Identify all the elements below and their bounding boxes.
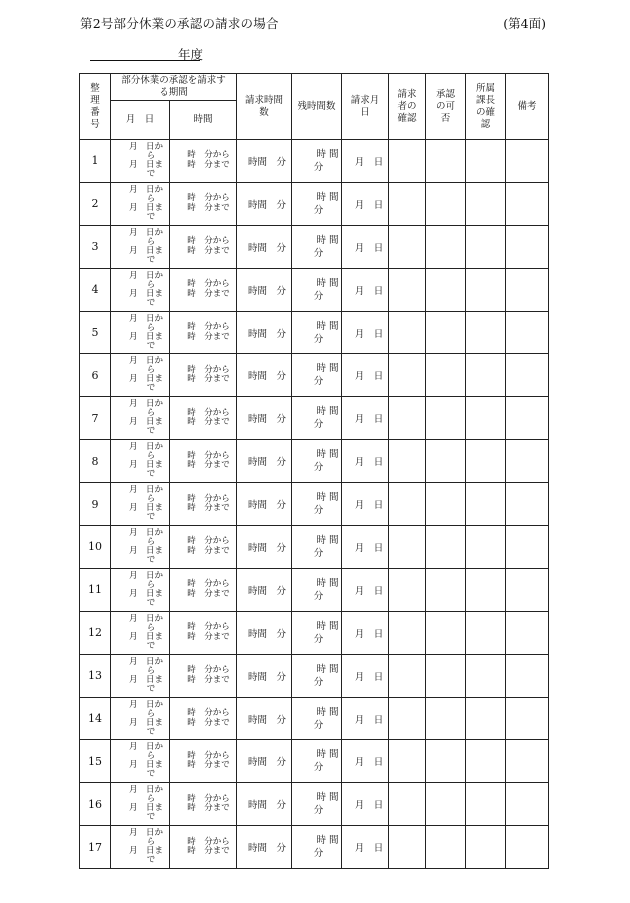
approval-cell[interactable] xyxy=(426,740,466,783)
row-number: 1 xyxy=(80,140,111,183)
date-cell[interactable]: 月 日か ら 月 日ま で xyxy=(111,826,170,869)
row-number: 13 xyxy=(80,654,111,697)
page-number: (第4面) xyxy=(503,16,546,31)
time-cell[interactable]: 時 分から 時 分まで xyxy=(170,611,237,654)
chief-confirm-cell[interactable] xyxy=(466,268,506,311)
chief-confirm-cell[interactable] xyxy=(466,526,506,569)
time-cell[interactable]: 時 分から 時 分まで xyxy=(170,568,237,611)
date-cell[interactable]: 月 日か ら 月 日ま で xyxy=(111,225,170,268)
time-cell[interactable]: 時 分から 時 分まで xyxy=(170,826,237,869)
request-hours-cell[interactable]: 時間 分 xyxy=(237,268,292,311)
request-month-cell[interactable]: 月 日 xyxy=(342,697,389,740)
table-row xyxy=(80,568,549,611)
time-cell[interactable]: 時 分から 時 分まで xyxy=(170,740,237,783)
table-row xyxy=(80,611,549,654)
remarks-cell[interactable] xyxy=(506,140,549,183)
remarks-cell[interactable] xyxy=(506,182,549,225)
date-cell[interactable]: 月 日か ら 月 日ま で xyxy=(111,611,170,654)
request-hours-cell[interactable]: 時間 分 xyxy=(237,654,292,697)
remaining-hours-cell[interactable]: 時 間 分 xyxy=(292,140,342,183)
approval-cell[interactable] xyxy=(426,483,466,526)
requester-confirm-cell[interactable] xyxy=(389,783,426,826)
time-cell[interactable]: 時 分から 時 分まで xyxy=(170,140,237,183)
requester-confirm-cell[interactable] xyxy=(389,182,426,225)
chief-confirm-cell[interactable] xyxy=(466,140,506,183)
request-hours-cell[interactable]: 時間 分 xyxy=(237,740,292,783)
row-number: 8 xyxy=(80,440,111,483)
date-cell[interactable]: 月 日か ら 月 日ま で xyxy=(111,397,170,440)
time-cell[interactable]: 時 分から 時 分まで xyxy=(170,783,237,826)
chief-confirm-cell[interactable] xyxy=(466,654,506,697)
approval-cell[interactable] xyxy=(426,268,466,311)
table-row xyxy=(80,783,549,826)
date-cell[interactable]: 月 日か ら 月 日ま で xyxy=(111,268,170,311)
request-month-cell[interactable]: 月 日 xyxy=(342,225,389,268)
row-number: 11 xyxy=(80,568,111,611)
remarks-cell[interactable] xyxy=(506,740,549,783)
time-cell[interactable]: 時 分から 時 分まで xyxy=(170,182,237,225)
remaining-hours-cell[interactable]: 時 間 分 xyxy=(292,225,342,268)
remaining-hours-cell[interactable]: 時 間 分 xyxy=(292,397,342,440)
request-month-cell[interactable]: 月 日 xyxy=(342,568,389,611)
remarks-cell[interactable] xyxy=(506,654,549,697)
header-requester-confirm: 請求者の確認 xyxy=(389,74,426,140)
table-row xyxy=(80,268,549,311)
chief-confirm-cell[interactable] xyxy=(466,483,506,526)
header-date: 月 日 xyxy=(111,101,170,140)
remarks-cell[interactable] xyxy=(506,611,549,654)
date-cell[interactable]: 月 日か ら 月 日ま で xyxy=(111,354,170,397)
remaining-hours-cell[interactable]: 時 間 分 xyxy=(292,311,342,354)
date-cell[interactable]: 月 日か ら 月 日ま で xyxy=(111,140,170,183)
approval-cell[interactable] xyxy=(426,783,466,826)
remaining-hours-cell[interactable]: 時 間 分 xyxy=(292,526,342,569)
time-cell[interactable]: 時 分から 時 分まで xyxy=(170,268,237,311)
year-label: 年度 xyxy=(178,47,204,62)
time-cell[interactable]: 時 分から 時 分まで xyxy=(170,440,237,483)
request-month-cell[interactable]: 月 日 xyxy=(342,440,389,483)
row-number: 10 xyxy=(80,526,111,569)
table-row xyxy=(80,225,549,268)
table-row xyxy=(80,397,549,440)
table-row xyxy=(80,440,549,483)
chief-confirm-cell[interactable] xyxy=(466,354,506,397)
request-hours-cell[interactable]: 時間 分 xyxy=(237,526,292,569)
remaining-hours-cell[interactable]: 時 間 分 xyxy=(292,440,342,483)
remarks-cell[interactable] xyxy=(506,826,549,869)
row-number: 9 xyxy=(80,483,111,526)
remaining-hours-cell[interactable]: 時 間 分 xyxy=(292,568,342,611)
header-remaining-hours: 残時間数 xyxy=(292,74,342,140)
remaining-hours-cell[interactable]: 時 間 分 xyxy=(292,483,342,526)
remarks-cell[interactable] xyxy=(506,526,549,569)
approval-cell[interactable] xyxy=(426,397,466,440)
remaining-hours-cell[interactable]: 時 間 分 xyxy=(292,654,342,697)
remaining-hours-cell[interactable]: 時 間 分 xyxy=(292,354,342,397)
requester-confirm-cell[interactable] xyxy=(389,268,426,311)
time-cell[interactable]: 時 分から 時 分まで xyxy=(170,225,237,268)
row-number: 5 xyxy=(80,311,111,354)
row-number: 4 xyxy=(80,268,111,311)
chief-confirm-cell[interactable] xyxy=(466,225,506,268)
header-chief-confirm: 所属課長の確認 xyxy=(466,74,506,140)
request-hours-cell[interactable]: 時間 分 xyxy=(237,440,292,483)
time-cell[interactable]: 時 分から 時 分まで xyxy=(170,397,237,440)
date-cell[interactable]: 月 日か ら 月 日ま で xyxy=(111,654,170,697)
approval-cell[interactable] xyxy=(426,826,466,869)
requester-confirm-cell[interactable] xyxy=(389,440,426,483)
header-period-group: 部分休業の承認を請求する期間 xyxy=(111,74,237,101)
date-cell[interactable]: 月 日か ら 月 日ま で xyxy=(111,440,170,483)
chief-confirm-cell[interactable] xyxy=(466,697,506,740)
chief-confirm-cell[interactable] xyxy=(466,182,506,225)
requester-confirm-cell[interactable] xyxy=(389,611,426,654)
remarks-cell[interactable] xyxy=(506,483,549,526)
chief-confirm-cell[interactable] xyxy=(466,826,506,869)
remaining-hours-cell[interactable]: 時 間 分 xyxy=(292,783,342,826)
table-row xyxy=(80,697,549,740)
header-request-hours: 請求時間数 xyxy=(237,74,292,140)
approval-cell[interactable] xyxy=(426,225,466,268)
table-row xyxy=(80,182,549,225)
requester-confirm-cell[interactable] xyxy=(389,654,426,697)
partial-leave-table xyxy=(79,73,549,869)
header-remarks: 備考 xyxy=(506,74,549,140)
date-cell[interactable]: 月 日か ら 月 日ま で xyxy=(111,568,170,611)
request-hours-cell[interactable]: 時間 分 xyxy=(237,182,292,225)
request-month-cell[interactable]: 月 日 xyxy=(342,268,389,311)
row-number: 16 xyxy=(80,783,111,826)
chief-confirm-cell[interactable] xyxy=(466,397,506,440)
remarks-cell[interactable] xyxy=(506,440,549,483)
request-month-cell[interactable]: 月 日 xyxy=(342,311,389,354)
table-row xyxy=(80,526,549,569)
approval-cell[interactable] xyxy=(426,354,466,397)
request-month-cell[interactable]: 月 日 xyxy=(342,354,389,397)
requester-confirm-cell[interactable] xyxy=(389,526,426,569)
requester-confirm-cell[interactable] xyxy=(389,397,426,440)
time-cell[interactable]: 時 分から 時 分まで xyxy=(170,697,237,740)
remarks-cell[interactable] xyxy=(506,568,549,611)
chief-confirm-cell[interactable] xyxy=(466,783,506,826)
time-cell[interactable]: 時 分から 時 分まで xyxy=(170,311,237,354)
header-approval: 承認の可否 xyxy=(426,74,466,140)
remarks-cell[interactable] xyxy=(506,354,549,397)
request-month-cell[interactable]: 月 日 xyxy=(342,483,389,526)
request-month-cell[interactable]: 月 日 xyxy=(342,611,389,654)
approval-cell[interactable] xyxy=(426,526,466,569)
request-month-cell[interactable]: 月 日 xyxy=(342,397,389,440)
remarks-cell[interactable] xyxy=(506,311,549,354)
header-request-month: 請求月日 xyxy=(342,74,389,140)
requester-confirm-cell[interactable] xyxy=(389,697,426,740)
row-number: 14 xyxy=(80,697,111,740)
row-number: 17 xyxy=(80,826,111,869)
time-cell[interactable]: 時 分から 時 分まで xyxy=(170,654,237,697)
time-cell[interactable]: 時 分から 時 分まで xyxy=(170,483,237,526)
row-number: 7 xyxy=(80,397,111,440)
request-hours-cell[interactable]: 時間 分 xyxy=(237,397,292,440)
request-month-cell[interactable]: 月 日 xyxy=(342,783,389,826)
approval-cell[interactable] xyxy=(426,182,466,225)
date-cell[interactable]: 月 日か ら 月 日ま で xyxy=(111,740,170,783)
date-cell[interactable]: 月 日か ら 月 日ま で xyxy=(111,483,170,526)
time-cell[interactable]: 時 分から 時 分まで xyxy=(170,526,237,569)
requester-confirm-cell[interactable] xyxy=(389,826,426,869)
date-cell[interactable]: 月 日か ら 月 日ま で xyxy=(111,697,170,740)
date-cell[interactable]: 月 日か ら 月 日ま で xyxy=(111,526,170,569)
table-row xyxy=(80,740,549,783)
request-month-cell[interactable]: 月 日 xyxy=(342,740,389,783)
approval-cell[interactable] xyxy=(426,311,466,354)
requester-confirm-cell[interactable] xyxy=(389,354,426,397)
table-row xyxy=(80,826,549,869)
request-month-cell[interactable]: 月 日 xyxy=(342,826,389,869)
remarks-cell[interactable] xyxy=(506,225,549,268)
chief-confirm-cell[interactable] xyxy=(466,611,506,654)
requester-confirm-cell[interactable] xyxy=(389,740,426,783)
date-cell[interactable]: 月 日か ら 月 日ま で xyxy=(111,182,170,225)
requester-confirm-cell[interactable] xyxy=(389,483,426,526)
request-hours-cell[interactable]: 時間 分 xyxy=(237,697,292,740)
chief-confirm-cell[interactable] xyxy=(466,440,506,483)
approval-cell[interactable] xyxy=(426,140,466,183)
request-hours-cell[interactable]: 時間 分 xyxy=(237,783,292,826)
chief-confirm-cell[interactable] xyxy=(466,740,506,783)
remarks-cell[interactable] xyxy=(506,783,549,826)
chief-confirm-cell[interactable] xyxy=(466,568,506,611)
requester-confirm-cell[interactable] xyxy=(389,311,426,354)
requester-confirm-cell[interactable] xyxy=(389,225,426,268)
request-hours-cell[interactable]: 時間 分 xyxy=(237,354,292,397)
remarks-cell[interactable] xyxy=(506,268,549,311)
approval-cell[interactable] xyxy=(426,568,466,611)
table-row xyxy=(80,140,549,183)
request-month-cell[interactable]: 月 日 xyxy=(342,140,389,183)
table-row xyxy=(80,654,549,697)
request-hours-cell[interactable]: 時間 分 xyxy=(237,483,292,526)
header-number: 整理番号 xyxy=(80,74,111,140)
request-hours-cell[interactable]: 時間 分 xyxy=(237,611,292,654)
approval-cell[interactable] xyxy=(426,654,466,697)
row-number: 3 xyxy=(80,225,111,268)
request-hours-cell[interactable]: 時間 分 xyxy=(237,568,292,611)
request-month-cell[interactable]: 月 日 xyxy=(342,182,389,225)
request-hours-cell[interactable]: 時間 分 xyxy=(237,826,292,869)
time-cell[interactable]: 時 分から 時 分まで xyxy=(170,354,237,397)
request-month-cell[interactable]: 月 日 xyxy=(342,654,389,697)
date-cell[interactable]: 月 日か ら 月 日ま で xyxy=(111,783,170,826)
approval-cell[interactable] xyxy=(426,440,466,483)
request-hours-cell[interactable]: 時間 分 xyxy=(237,225,292,268)
row-number: 2 xyxy=(80,182,111,225)
header-time: 時間 xyxy=(170,101,237,140)
requester-confirm-cell[interactable] xyxy=(389,568,426,611)
chief-confirm-cell[interactable] xyxy=(466,311,506,354)
remaining-hours-cell[interactable]: 時 間 分 xyxy=(292,182,342,225)
row-number: 6 xyxy=(80,354,111,397)
remaining-hours-cell[interactable]: 時 間 分 xyxy=(292,740,342,783)
remarks-cell[interactable] xyxy=(506,697,549,740)
remaining-hours-cell[interactable]: 時 間 分 xyxy=(292,611,342,654)
remarks-cell[interactable] xyxy=(506,397,549,440)
approval-cell[interactable] xyxy=(426,611,466,654)
row-number: 15 xyxy=(80,740,111,783)
table-row xyxy=(80,483,549,526)
request-month-cell[interactable]: 月 日 xyxy=(342,526,389,569)
document-title: 第2号部分休業の承認の請求の場合 xyxy=(80,16,279,31)
approval-cell[interactable] xyxy=(426,697,466,740)
table-row xyxy=(80,311,549,354)
remaining-hours-cell[interactable]: 時 間 分 xyxy=(292,268,342,311)
requester-confirm-cell[interactable] xyxy=(389,140,426,183)
request-hours-cell[interactable]: 時間 分 xyxy=(237,311,292,354)
date-cell[interactable]: 月 日か ら 月 日ま で xyxy=(111,311,170,354)
table-row xyxy=(80,354,549,397)
row-number: 12 xyxy=(80,611,111,654)
request-hours-cell[interactable]: 時間 分 xyxy=(237,140,292,183)
remaining-hours-cell[interactable]: 時 間 分 xyxy=(292,826,342,869)
remaining-hours-cell[interactable]: 時 間 分 xyxy=(292,697,342,740)
